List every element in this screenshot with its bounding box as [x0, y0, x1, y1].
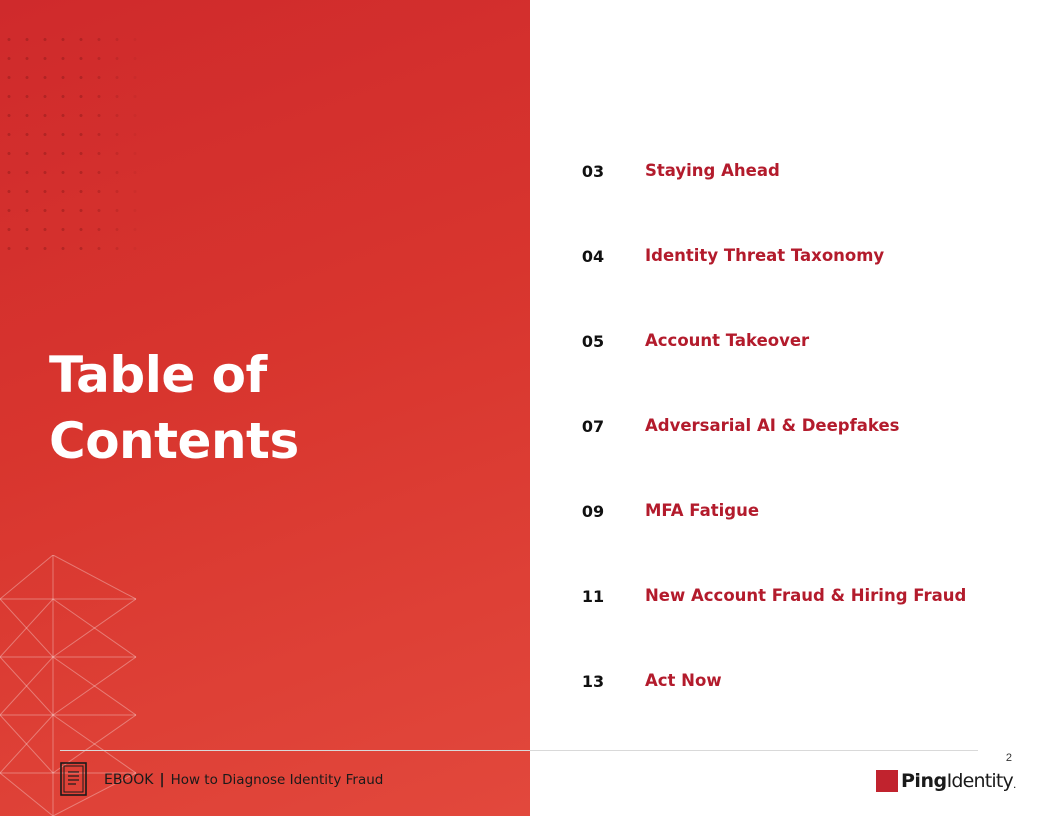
toc-page-number: 03	[581, 162, 605, 181]
toc-page-number: 09	[581, 502, 605, 521]
footer-separator: |	[159, 772, 165, 788]
toc-link[interactable]: Identity Threat Taxonomy	[645, 246, 885, 265]
footer-divider	[60, 750, 978, 751]
toc-link[interactable]: Staying Ahead	[645, 161, 780, 180]
logo-text-ping: Ping	[901, 770, 947, 792]
toc-list	[570, 152, 1010, 747]
toc-link[interactable]: Act Now	[645, 671, 722, 690]
document-icon	[60, 762, 87, 796]
toc-link[interactable]: New Account Fraud & Hiring Fraud	[645, 586, 967, 605]
toc-page-number: 11	[581, 587, 605, 606]
dot-pattern	[0, 30, 150, 260]
toc-item-mfa-fatigue[interactable]	[570, 492, 1010, 577]
toc-page-number: 13	[581, 672, 605, 691]
toc-page-number: 04	[581, 247, 605, 266]
toc-page-number: 05	[581, 332, 605, 351]
page-title	[49, 342, 299, 474]
ebook-label: EBOOK	[104, 772, 154, 788]
footer-caption	[104, 772, 383, 788]
ping-identity-logo	[876, 768, 1016, 794]
toc-item-new-account-fraud[interactable]	[570, 577, 1010, 662]
toc-page-number: 07	[581, 417, 605, 436]
title-line-1: Table of	[49, 346, 267, 404]
logo-dot: .	[1013, 777, 1017, 791]
toc-item-act-now[interactable]	[570, 662, 1010, 747]
page-number: 2	[1005, 752, 1012, 764]
toc-item-account-takeover[interactable]	[570, 322, 1010, 407]
logo-text-identity: Identity	[946, 770, 1013, 792]
logo-square-icon	[876, 770, 898, 792]
toc-link[interactable]: Account Takeover	[645, 331, 810, 350]
toc-item-staying-ahead[interactable]	[570, 152, 1010, 237]
toc-link[interactable]: MFA Fatigue	[645, 501, 760, 520]
title-line-2: Contents	[49, 412, 299, 470]
ebook-subtitle: How to Diagnose Identity Fraud	[170, 772, 384, 788]
toc-item-identity-threat-taxonomy[interactable]	[570, 237, 1010, 322]
toc-link[interactable]: Adversarial AI & Deepfakes	[645, 416, 900, 435]
toc-item-adversarial-ai[interactable]	[570, 407, 1010, 492]
